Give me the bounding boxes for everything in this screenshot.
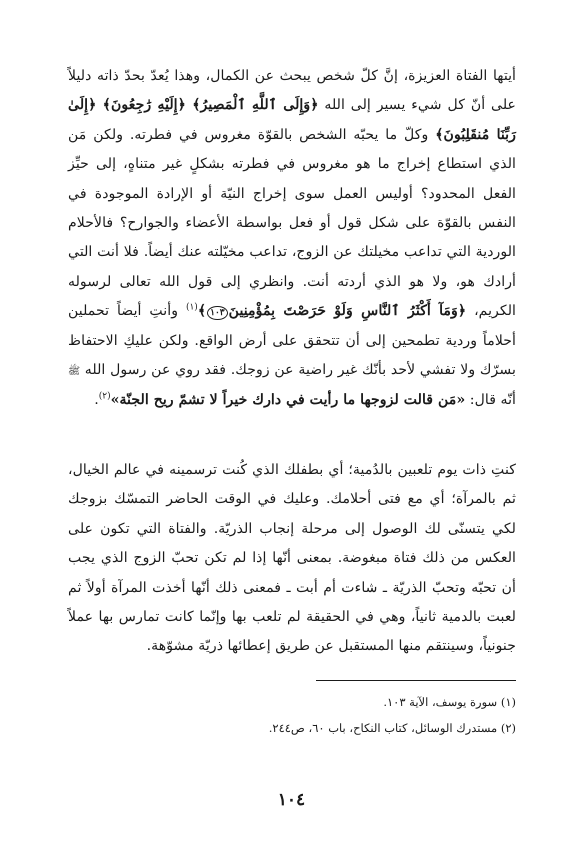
paragraph-1-text-e: . xyxy=(94,392,99,409)
salawat-symbol: ﷺ xyxy=(68,366,81,378)
footnote-divider xyxy=(316,680,516,681)
footnote-ref-1[interactable]: (١) xyxy=(185,302,198,313)
paragraph-gap xyxy=(68,416,516,456)
ayah-number-marker: ١٠٣ xyxy=(207,306,228,320)
paragraph-1-text-d: أنّه قال: xyxy=(465,392,516,409)
footnote-ref-2[interactable]: (٢) xyxy=(98,391,111,402)
page-number: ١٠٤ xyxy=(277,790,306,810)
quran-verse-2-close: ﴾ xyxy=(197,303,207,320)
paragraph-1 xyxy=(68,62,516,416)
paragraph-1-text-c: وأنتِ أيضاً تحملين أحلاماً وردية تطمحين إلى أن تتحقق على أرض الواقع. ولكن عليكِ الاحتفاظ بسرّك ولا تفشي لأحد بأنّك غير راضية عن زوجك. فقد روي عن رسول الله xyxy=(68,303,516,379)
paragraph-1-text-a: أيتها الفتاة العزيزة، إنَّ كلّ شخص يبحث عن الكمال، وهذا يُعدّ بحدّ ذاته دليلاً على أنّ كل شيء يسير إلى الله xyxy=(68,68,517,114)
footnotes-section xyxy=(68,680,516,741)
paragraph-1-text-b: وكلّ ما يحبّه الشخص بالقوّة مغروس في فطرته. ولكن مَن الذي استطاع إخراج ما هو مغروس في فطرته بشكلٍ غير متناهٍ، إلى حيِّز الفعل المحدود؟ أوليس العمل سوى إخراج النيّة أو الإرادة الموجودة في النفس بالقوّة على شكل قول أو فعل بواسطة الأعضاء والجوارح؟ فالأحلام الوردية التي تداعب مخيلتك عن الزوج، تداعب مخيّلته عنك أيضاً. فلا أنت التي أرادك هو، ولا هو الذي أردته أنت. وانظري إلى قول الله تعالى لرسوله الكريم، xyxy=(68,126,516,320)
quran-verses-1: ﴿وَإِلَى ٱللَّهِ ٱلْمَصِيرُ﴾ ﴿إِلَيْهِ رَٰجِعُونَ﴾ ﴿إِلَىٰ رَبِّنَا مُنقَلِبُونَ﴾ xyxy=(68,97,516,143)
paragraph-2: كنتِ ذات يوم تلعبين بالدُمية؛ أي بطفلك الذي كُنت ترسمينه في عالم الخيال، ثم بالمرآة؛ أي مع فتى أحلامك. وعليك في الوقت الحاضر التمسّك بزوجك لكي يتسنّى لك الوصول إلى مرحلة إنجاب الذريّة. والفتاة التي تكون على العكس من ذلك فتاة مبغوضة. بمعنى أنّها إذا لم تكن تحبّ الزوج الذي يجب أن تحبّه وتحبّ الذريّة ـ شاءت أم أبت ـ فمعنى ذلك أنّها أخذت المرآة أولاً ثم لعبت بالدمية ثانياً، وهي في الحقيقة لم تلعب بها وإنّما كانت تمارس بها عملاً جنونياً، وسينتقم منها المستقبل عن طريق إعطائها ذريّة مشوّهة. xyxy=(68,461,516,655)
footnote-2: (٢) مستدرك الوسائل، كتاب النكاح، باب ٦٠، ص٢٤٤. xyxy=(268,721,516,735)
hadith-quote: «مَن قالت لزوجها ما رأيت في دارك خيراً لا تشمّ ريح الجنّة» xyxy=(110,392,466,409)
quran-verse-2-text: ﴿وَمَآ أَكْثَرُ ٱلنَّاسِ وَلَوْ حَرَصْتَ بِمُؤْمِنِينَ xyxy=(228,303,467,320)
page-body xyxy=(68,62,516,662)
quran-verse-2 xyxy=(198,303,466,319)
footnote-1: (١) سورة يوسف، الآية ١٠٣. xyxy=(383,695,516,709)
